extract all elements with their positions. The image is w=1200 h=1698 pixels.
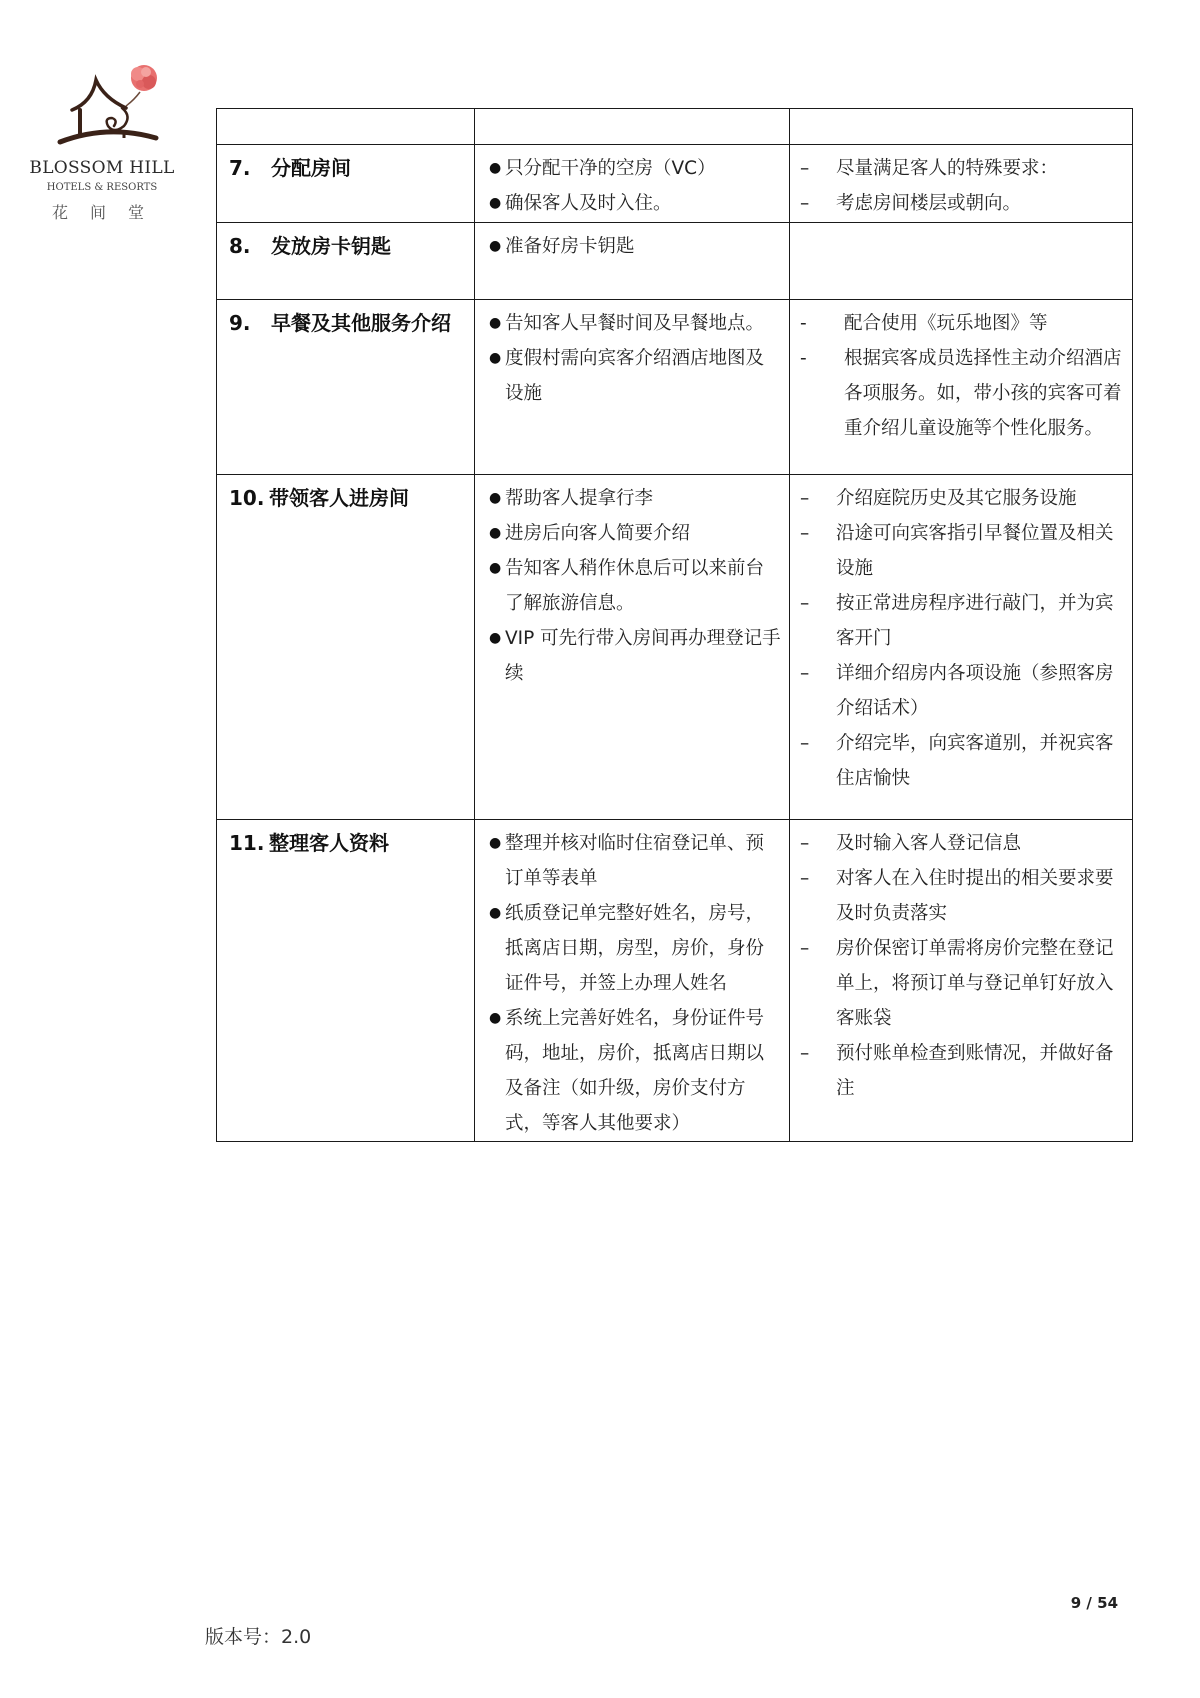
notes-list (790, 300, 1132, 446)
list-item: – 对客人在入住时提出的相关要求要及时负责落实 (800, 861, 1124, 931)
notes-cell (790, 223, 1133, 300)
standards-cell (475, 475, 790, 820)
standards-list (475, 145, 789, 221)
standards-list (475, 300, 789, 411)
step-title: 带领客人进房间 (269, 486, 409, 510)
brand-name: BLOSSOM HILL (29, 158, 175, 178)
list-item: – 预付账单检查到账情况，并做好备注 (800, 1036, 1124, 1106)
house-flower-logo-icon (52, 62, 162, 157)
standards-list (475, 820, 789, 1141)
procedure-table (216, 108, 1133, 1142)
table-cell (217, 109, 475, 145)
brand-chinese-name: 花间堂 (51, 203, 166, 222)
step-cell (217, 300, 475, 475)
step-cell (217, 820, 475, 1142)
list-item: – 及时输入客人登记信息 (800, 826, 1124, 861)
list-item: – 房价保密订单需将房价完整在登记单上，将预订单与登记单钉好放入客账袋 (800, 931, 1124, 1036)
brand-subtitle: HOTELS & RESORTS (46, 182, 158, 193)
list-item: – 详细介绍房内各项设施（参照客房介绍话术） (800, 656, 1124, 726)
table-cell (790, 109, 1133, 145)
step-heading (217, 475, 474, 517)
list-item: ● 帮助客人提拿行李 (489, 481, 781, 516)
notes-cell (790, 475, 1133, 820)
list-item: ● 系统上完善好姓名，身份证件号码，地址，房价，抵离店日期以及备注（如升级，房价支付方式，等客人其他要求） (489, 1001, 781, 1141)
standards-cell (475, 145, 790, 223)
list-item: – 尽量满足客人的特殊要求： (800, 151, 1124, 186)
step-cell (217, 145, 475, 223)
step-number: 9. (229, 311, 251, 335)
list-item: ● 只分配干净的空房（VC） (489, 151, 781, 186)
notes-list (790, 145, 1132, 221)
standards-cell (475, 223, 790, 300)
list-item: ● 告知客人早餐时间及早餐地点。 (489, 306, 781, 341)
step-heading (217, 820, 474, 862)
list-item: ● 整理并核对临时住宿登记单、预订单等表单 (489, 826, 781, 896)
list-item: – 介绍庭院历史及其它服务设施 (800, 481, 1124, 516)
notes-list (790, 820, 1132, 1106)
table-row (217, 300, 1133, 475)
list-item: ● 确保客人及时入住。 (489, 186, 781, 221)
list-item: ● VIP 可先行带入房间再办理登记手续 (489, 621, 781, 691)
list-item: – 按正常进房程序进行敲门，并为宾客开门 (800, 586, 1124, 656)
step-number: 11. (229, 831, 265, 855)
notes-cell (790, 820, 1133, 1142)
notes-list (790, 475, 1132, 796)
table-row (217, 820, 1133, 1142)
list-item: ● 纸质登记单完整好姓名，房号，抵离店日期，房型，房价，身份证件号，并签上办理人姓名 (489, 896, 781, 1001)
step-number: 10. (229, 486, 265, 510)
page-number: 9 / 54 (1070, 1594, 1118, 1612)
step-heading (217, 223, 474, 265)
version-label: 版本号：2.0 (205, 1626, 312, 1648)
step-heading (217, 145, 474, 187)
step-title: 整理客人资料 (269, 831, 389, 855)
list-item: ● 度假村需向宾客介绍酒店地图及设施 (489, 341, 781, 411)
table-row (217, 145, 1133, 223)
step-title: 发放房卡钥匙 (271, 234, 391, 258)
step-title: 分配房间 (271, 156, 351, 180)
table-cell (475, 109, 790, 145)
step-number: 8. (229, 234, 251, 258)
step-cell (217, 475, 475, 820)
list-item: – 沿途可向宾客指引早餐位置及相关设施 (800, 516, 1124, 586)
step-title: 早餐及其他服务介绍 (271, 311, 451, 335)
table-row-header-blank (217, 109, 1133, 145)
standards-list (475, 223, 789, 264)
standards-cell (475, 820, 790, 1142)
list-item: ● 准备好房卡钥匙 (489, 229, 781, 264)
notes-cell (790, 145, 1133, 223)
notes-cell (790, 300, 1133, 475)
list-item: ● 进房后向客人简要介绍 (489, 516, 781, 551)
standards-cell (475, 300, 790, 475)
list-item: - 配合使用《玩乐地图》等 (800, 306, 1124, 341)
table-row (217, 475, 1133, 820)
standards-list (475, 475, 789, 691)
list-item: – 考虑房间楼层或朝向。 (800, 186, 1124, 221)
list-item: ● 告知客人稍作休息后可以来前台了解旅游信息。 (489, 551, 781, 621)
brand-logo (22, 62, 182, 227)
list-item: – 介绍完毕，向宾客道别，并祝宾客住店愉快 (800, 726, 1124, 796)
step-number: 7. (229, 156, 251, 180)
list-item: - 根据宾客成员选择性主动介绍酒店各项服务。如，带小孩的宾客可着重介绍儿童设施等个性化服务。 (800, 341, 1124, 446)
step-heading (217, 300, 474, 361)
